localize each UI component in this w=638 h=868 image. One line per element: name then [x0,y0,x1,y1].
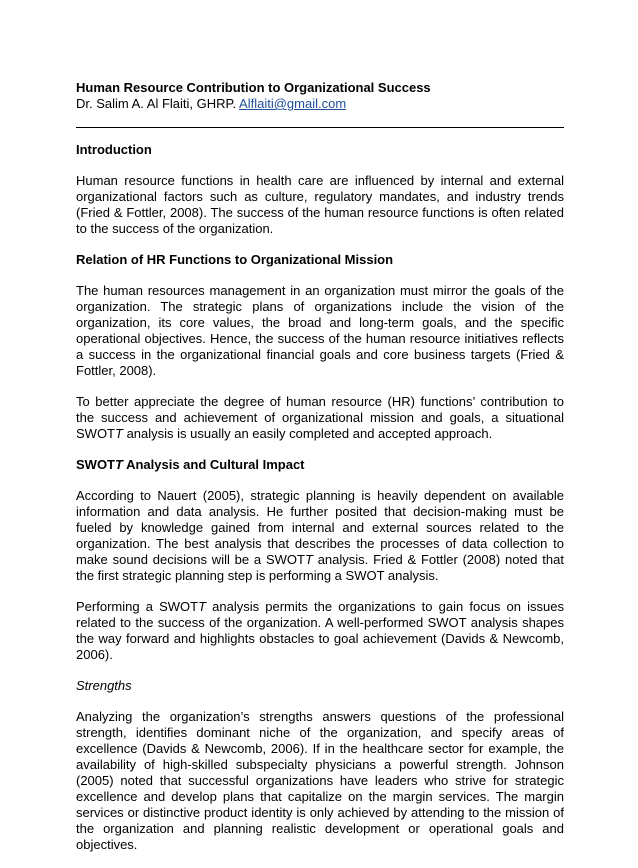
italic-t: T [198,599,207,614]
section-heading-relation: Relation of HR Functions to Organizational Mission [76,252,394,267]
text-run: analysis is usually an easily completed and accepted approach. [122,426,493,441]
document-page [76,80,564,868]
author-name: Dr. Salim A. Al Flaiti, GHRP. [76,96,240,111]
text-run: Analysis and Cultural Impact [122,457,305,472]
text-run: Performing a SWOT [76,599,199,614]
paragraph-strengths: Analyzing the organization’s strengths answers questions of the professional strength, identifies dominant niche of the organization, and specify areas of excellence (Davids & Newcomb, 2006). If in the healthcare sector for example, the availability of high-skilled subspecialty physicians a powerful strength. Johnson (2005) noted that successful organizations have leaders who strive for strategic excellence and develop plans that capitalize on the margin services. The margin services or distinctive product identity is only achieved by attending to the mission of the organization and planning realistic development or operational goals and objectives. [76,709,564,852]
italic-t: T [115,426,123,441]
italic-t: T [304,552,313,567]
text-run: analysis permits the organizations to gain focus on issues related to the success of the organization. A well-performed SWOT analysis shapes the way forward and highlights obstacles to goal achievement (Davids & Newcomb, 2006). [76,599,564,662]
text-run: According to Nauert (2005), strategic planning is heavily dependent on available information and data analysis. He further posited that decision-making must be fueled by knowledge gained from internal and external sources related to the organization. The best analysis that describes the processes of data collection to make sound decisions will be a SWOT [76,488,564,567]
paragraph-relation-2 [76,394,564,442]
section-heading-strengths: Strengths [76,678,132,693]
text-run: To better appreciate the degree of human resource (HR) functions’ contribution to the success and achievement of organizational mission and goals, a situational SWOT [76,394,564,441]
paragraph-swot-2 [76,599,564,663]
author-line [76,96,564,112]
text-run: SWOT [76,457,115,472]
paragraph-swot-1 [76,488,564,584]
paragraph-relation-1: The human resources management in an organization must mirror the goals of the organization. The strategic plans of organizations include the vision of the organization, its core values, the broad and long-term goals, and the specific operational objectives. Hence, the success of the human resource initiatives reflects a success in the organizational financial goals and core business targets (Fried & Fottler, 2008). [76,283,564,378]
header-divider [76,127,564,128]
section-heading-introduction: Introduction [76,142,152,157]
document-title: Human Resource Contribution to Organizational Success [76,80,431,95]
paragraph-introduction: Human resource functions in health care are influenced by internal and external organizational factors such as culture, regulatory mandates, and industry trends (Fried & Fottler, 2008). The success of the human resource functions is often related to the success of the organization. [76,173,564,236]
text-run: analysis. Fried & Fottler (2008) noted that the first strategic planning step is performing a SWOT analysis. [76,552,564,583]
section-heading-swot [76,457,564,473]
italic-t: T [115,457,123,472]
author-email-link[interactable]: Alflaiti@gmail.com [239,96,347,111]
